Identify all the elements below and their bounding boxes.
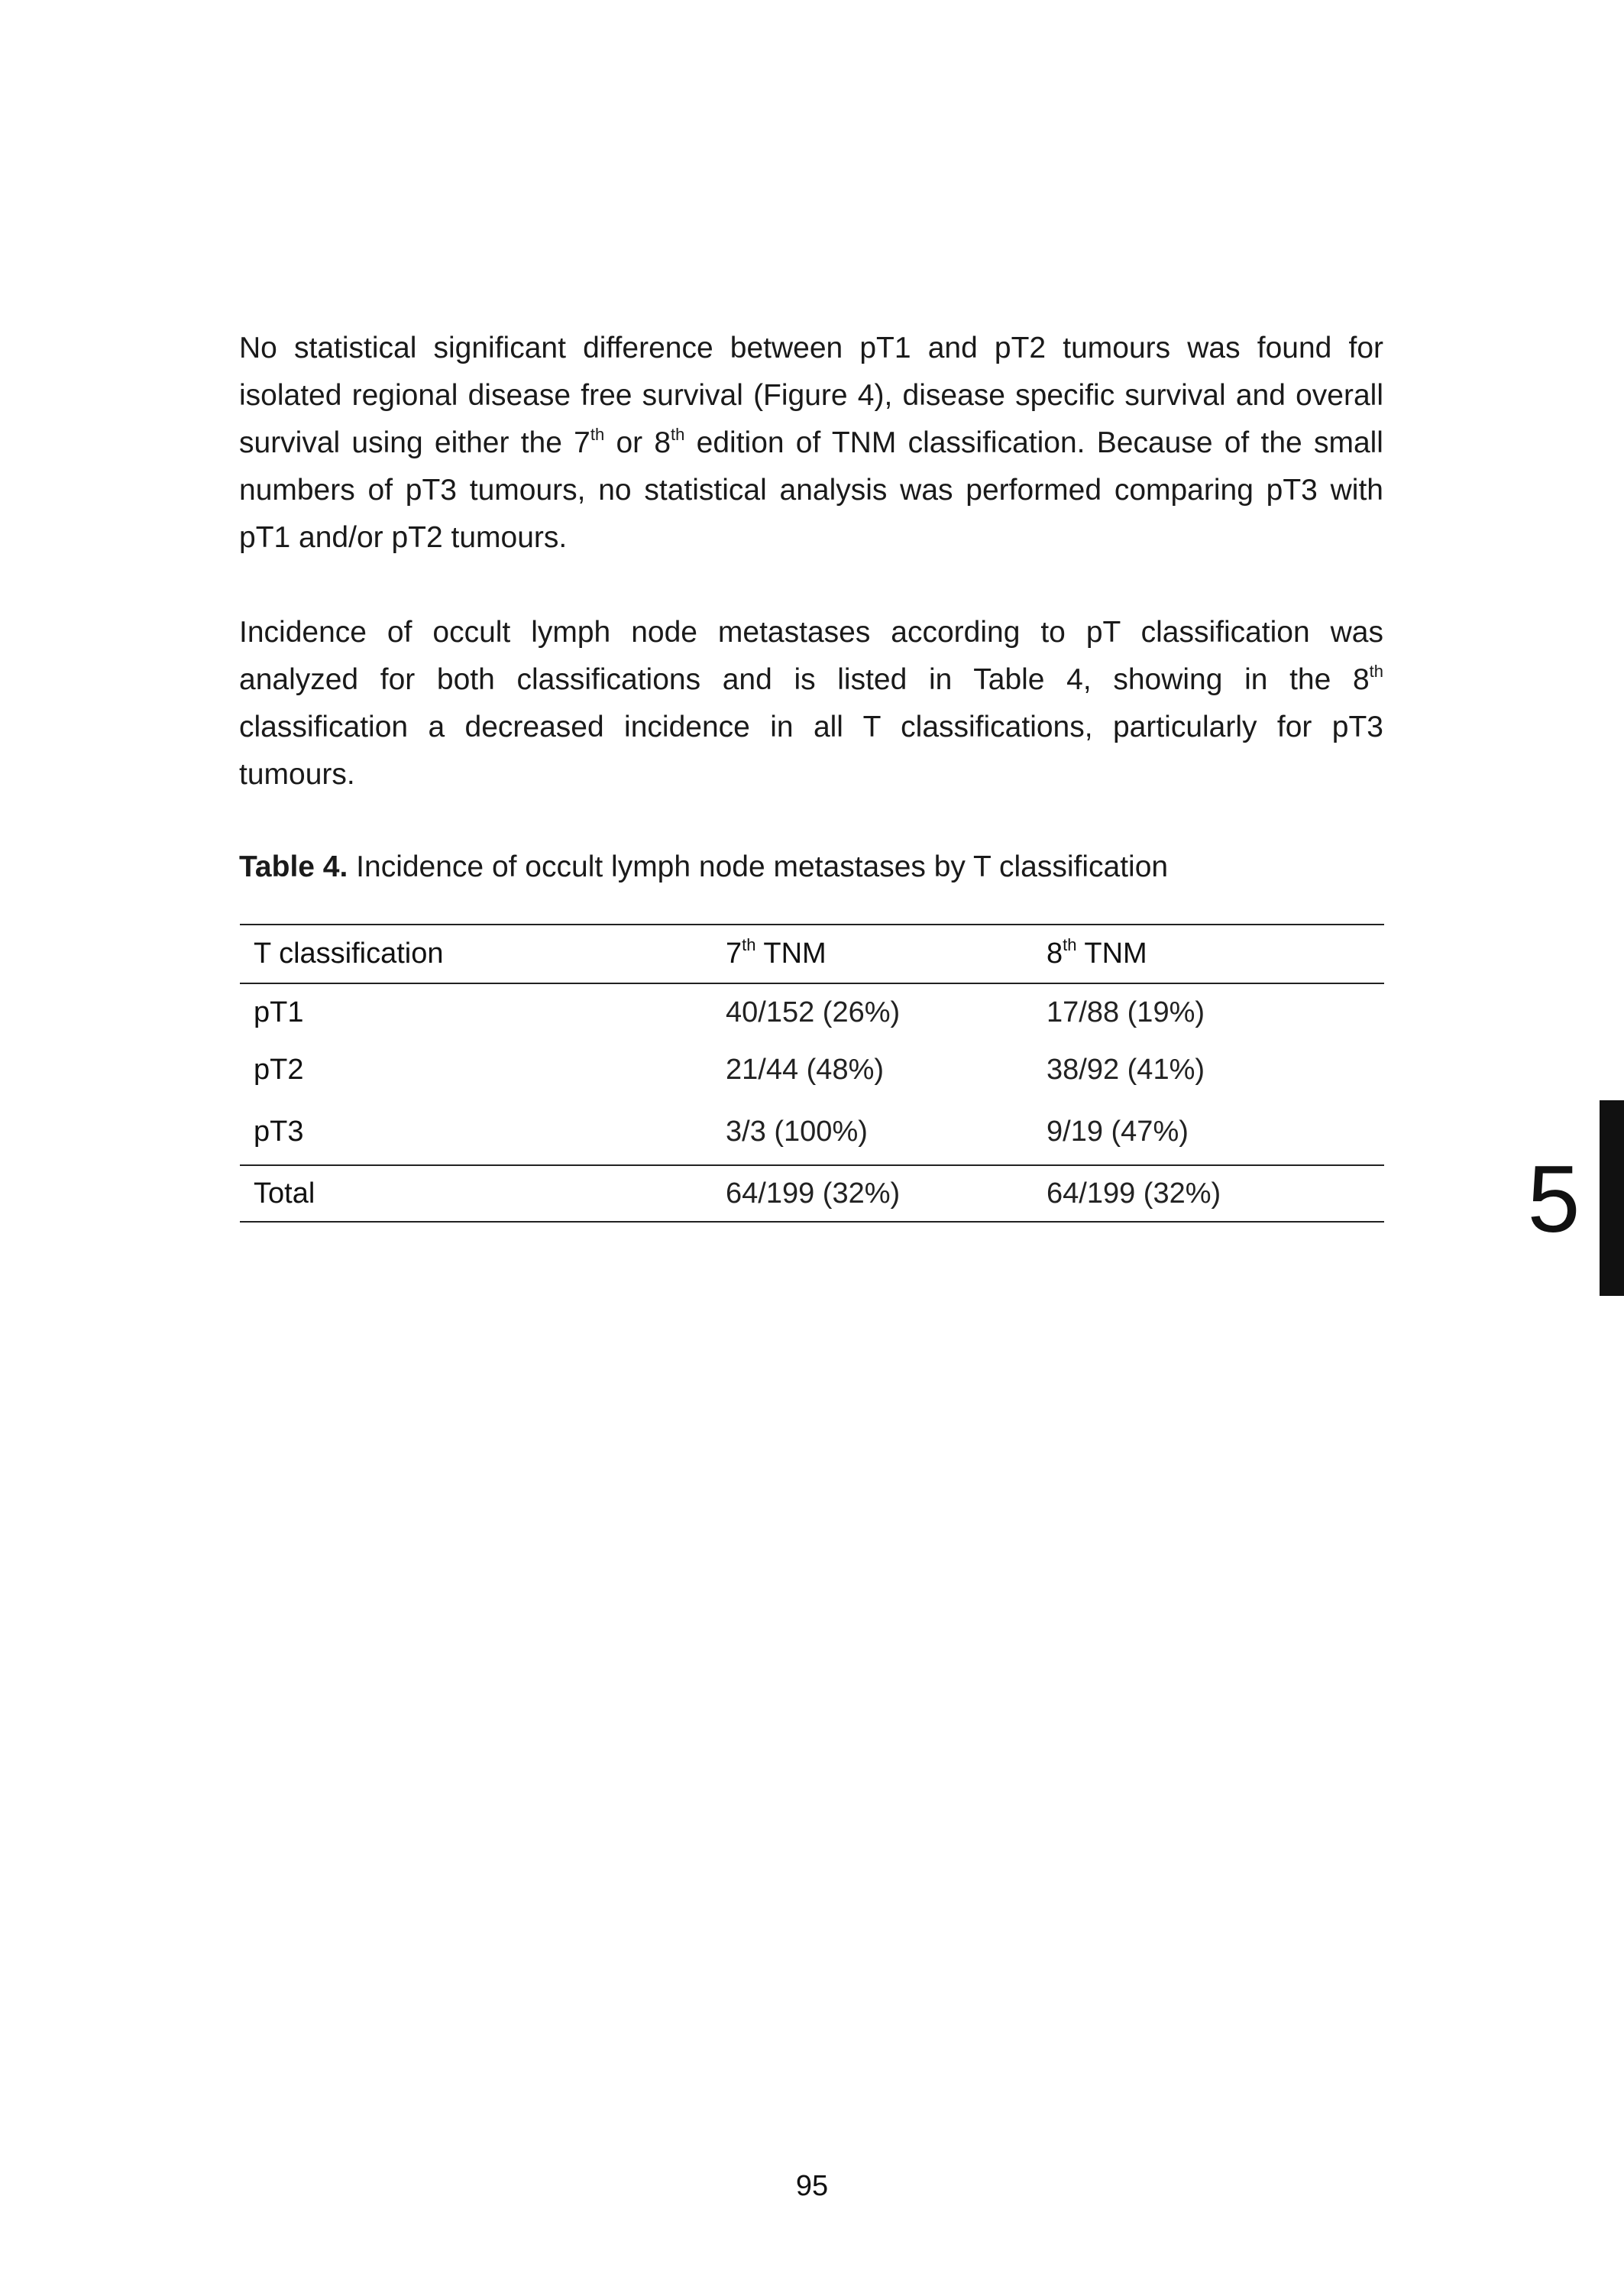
- paragraph-text: No statistical significant difference between pT1 and pT2 tumours was found for isolated regional disease free survival (Figure 4), disease specific survival and overall survival using either the 7: [239, 332, 1383, 459]
- header-text: TNM: [1076, 938, 1147, 970]
- header-text: 8: [1047, 938, 1063, 970]
- total-label: Total: [240, 1165, 726, 1222]
- chapter-tab-marker: [1600, 1100, 1624, 1296]
- table-caption-label: Table 4.: [239, 850, 348, 883]
- table-header-row: [240, 925, 1384, 983]
- superscript: th: [1063, 935, 1077, 955]
- cell-8th-tnm: 17/88 (19%): [1047, 996, 1205, 1028]
- header-8th-tnm: [1047, 925, 1384, 983]
- cell-7th-tnm: 21/44 (48%): [726, 1053, 885, 1086]
- cell-7th-tnm: 40/152 (26%): [726, 996, 901, 1028]
- chapter-number: 5: [1527, 1147, 1580, 1252]
- table-caption: [239, 847, 1168, 888]
- row-label: pT1: [254, 996, 304, 1028]
- superscript: th: [671, 425, 685, 444]
- header-7th-tnm: [726, 925, 1047, 983]
- cell-8th-tnm: 38/92 (41%): [1047, 1053, 1205, 1086]
- paragraph-occult-metastases: [239, 609, 1383, 798]
- cell-7th-tnm: 3/3 (100%): [726, 1115, 868, 1148]
- header-text: TNM: [755, 938, 827, 970]
- paragraph-survival-analysis: [239, 325, 1383, 562]
- header-t-classification: T classification: [240, 925, 726, 983]
- table-row: [240, 1041, 1384, 1099]
- row-label: pT2: [254, 1053, 304, 1086]
- total-8th-tnm: 64/199 (32%): [1047, 1165, 1384, 1222]
- superscript: th: [590, 425, 605, 444]
- table-caption-text: Incidence of occult lymph node metastases by T classification: [348, 850, 1169, 883]
- header-text: 7: [726, 938, 742, 970]
- paragraph-text: edition of TNM classification. Because of the small numbers of pT3 tumours, no statistical analysis was performed comparing pT3 with pT1 and/or pT2 tumours.: [239, 426, 1383, 554]
- incidence-table: [240, 924, 1384, 1223]
- page-number: 95: [795, 2170, 829, 2202]
- table-row: [240, 1099, 1384, 1165]
- superscript: th: [742, 935, 756, 955]
- total-7th-tnm: 64/199 (32%): [726, 1165, 1047, 1222]
- table-row: [240, 983, 1384, 1041]
- cell-8th-tnm: 9/19 (47%): [1047, 1115, 1189, 1148]
- paragraph-text: classification a decreased incidence in all T classifications, particularly for pT3 tumours.: [239, 711, 1383, 791]
- row-label: pT3: [254, 1115, 304, 1148]
- paragraph-text: Incidence of occult lymph node metastases according to pT classification was analyzed for both classifications and is listed in Table 4, showing in the 8: [239, 616, 1383, 696]
- superscript: th: [1369, 662, 1383, 681]
- table-total-row: [240, 1165, 1384, 1222]
- paragraph-text: or 8: [604, 426, 671, 459]
